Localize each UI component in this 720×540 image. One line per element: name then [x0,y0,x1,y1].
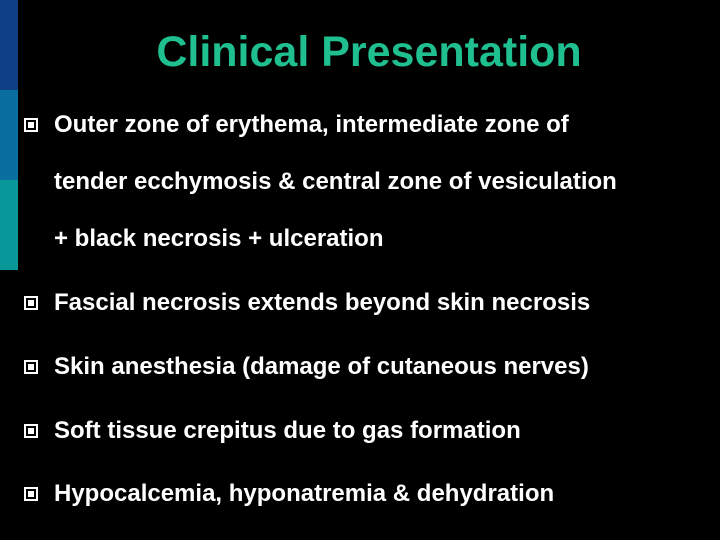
bullet-line: Skin anesthesia (damage of cutaneous nerves) [54,353,589,380]
bullet-line: + black necrosis + ulceration [54,225,384,252]
bullet-line: Outer zone of erythema, intermediate zone of [54,111,569,138]
square-bullet-icon [24,296,38,310]
bullet-line: Fascial necrosis extends beyond skin necrosis [54,289,591,316]
square-bullet-icon [24,360,38,374]
bullet-line: tender ecchymosis & central zone of vesiculation [54,168,617,195]
bullet-text [54,475,714,513]
accent-segment-teal [0,180,18,270]
bullet-text [54,284,714,322]
bullet-line: Hypocalcemia, hyponatremia & dehydration [54,480,555,507]
accent-segment-black [0,270,18,540]
accent-segment-blue [0,90,18,180]
accent-segment-navy [0,0,18,90]
bullet-text [54,106,714,277]
bullet-text [54,348,714,386]
square-bullet-icon [24,118,38,132]
bullet-line: Soft tissue crepitus due to gas formation [54,417,521,444]
square-bullet-icon [24,424,38,438]
bullet-text [54,412,714,450]
slide-title: Clinical Presentation [156,28,582,76]
accent-strip [0,0,18,540]
square-bullet-icon [24,487,38,501]
